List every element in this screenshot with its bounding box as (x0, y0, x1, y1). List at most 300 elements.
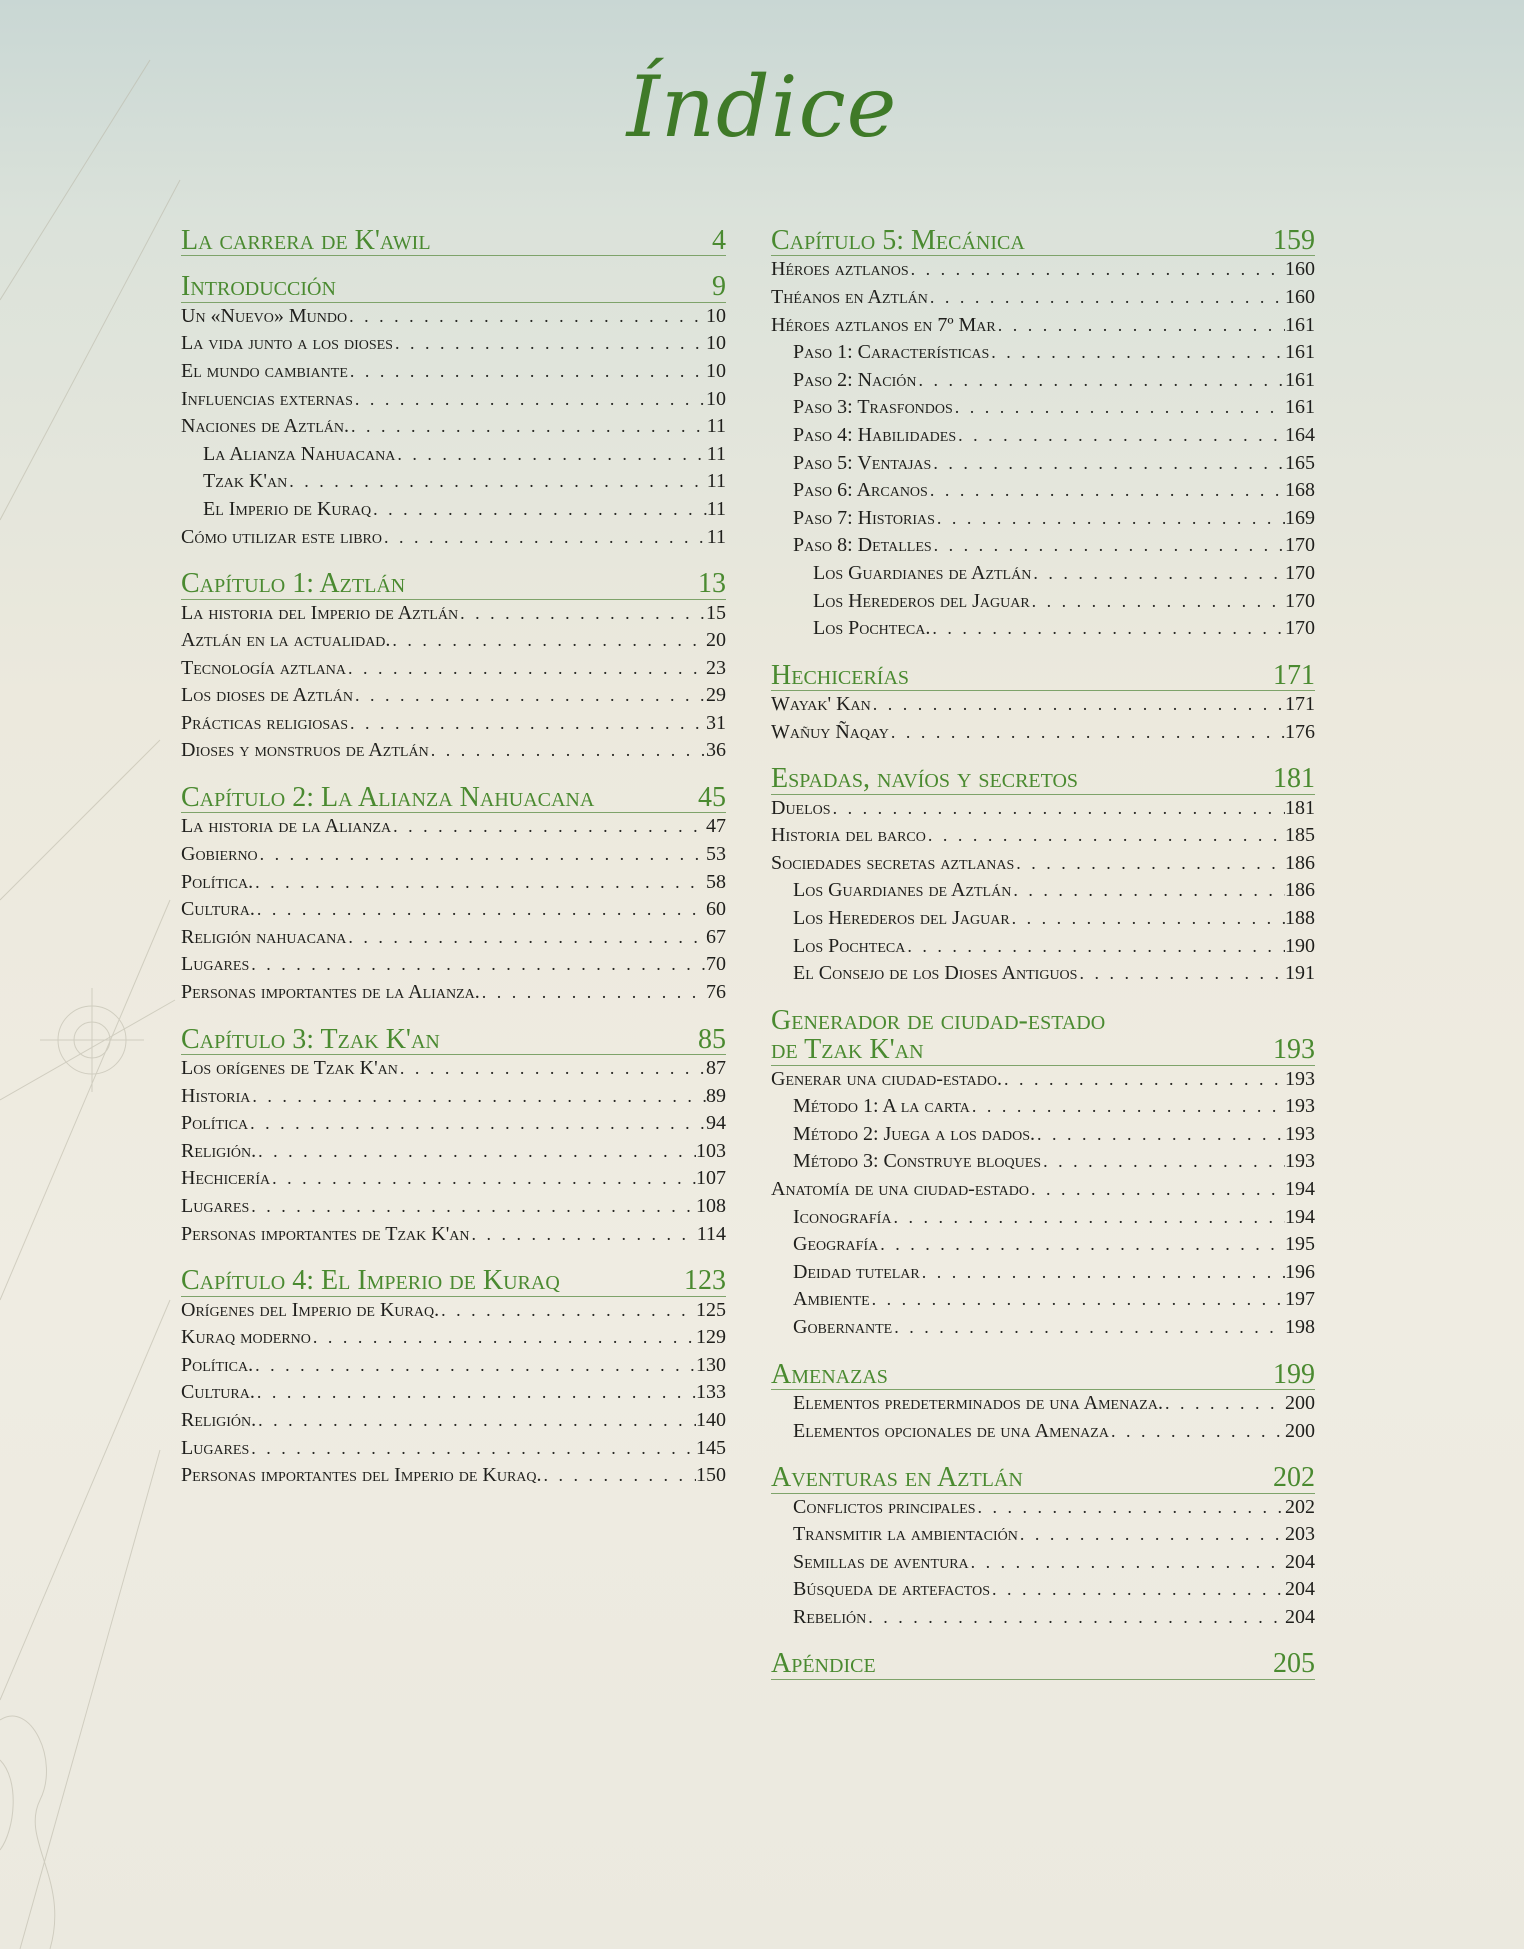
dot-leader (1018, 1524, 1285, 1545)
toc-entry[interactable] (181, 981, 726, 1009)
toc-entry[interactable] (181, 843, 726, 871)
toc-entry[interactable] (181, 415, 726, 443)
entry-label: Los orígenes de Tzak K'an (181, 1057, 398, 1080)
toc-entry[interactable] (771, 617, 1315, 645)
dot-leader (347, 306, 706, 327)
toc-entry[interactable] (771, 1420, 1315, 1448)
entry-page-number: 53 (706, 843, 726, 866)
toc-entry[interactable] (771, 286, 1315, 314)
entry-label: Política. (181, 1353, 254, 1376)
toc-entry[interactable] (771, 1316, 1315, 1344)
section-title: Aventuras en Aztlán (771, 1462, 1023, 1494)
entry-label: Geografía (793, 1233, 879, 1256)
section-heading[interactable] (181, 1025, 726, 1055)
dot-leader (382, 527, 707, 548)
toc-entry[interactable] (181, 470, 726, 498)
entry-page-number: 11 (706, 525, 726, 548)
toc-entry[interactable] (771, 852, 1315, 880)
toc-entry[interactable] (771, 314, 1315, 342)
toc-section (181, 783, 726, 1009)
dot-leader (371, 499, 707, 520)
entry-page-number: 168 (1285, 479, 1315, 502)
entry-page-number: 133 (696, 1381, 726, 1404)
entry-page-number: 186 (1285, 851, 1315, 874)
dot-leader (871, 694, 1285, 715)
dot-leader (255, 899, 706, 920)
entry-label: Anatomía de una ciudad-estado (771, 1177, 1029, 1200)
entry-label: Elementos opcionales de una Amenaza (793, 1419, 1109, 1442)
section-heading[interactable] (771, 226, 1315, 256)
toc-entry[interactable] (181, 498, 726, 526)
entry-page-number: 103 (696, 1139, 726, 1162)
section-title: Amenazas (771, 1358, 888, 1390)
toc-entry[interactable] (771, 479, 1315, 507)
entry-label: Naciones de Aztlán. (181, 415, 349, 438)
entry-page-number: 161 (1285, 368, 1315, 391)
toc-section (771, 661, 1315, 749)
toc-section (181, 1266, 726, 1492)
entry-page-number: 181 (1285, 796, 1315, 819)
toc-entry[interactable] (181, 1409, 726, 1437)
entry-label: Elementos predeterminados de una Amenaza. (793, 1391, 1163, 1414)
entry-page-number: 23 (706, 656, 726, 679)
dot-leader (353, 685, 706, 706)
section-title: Hechicerías (771, 659, 910, 691)
toc-entry[interactable] (181, 1464, 726, 1492)
entry-label: Sociedades secretas aztlanas (771, 851, 1015, 874)
entry-page-number: 193 (1285, 1067, 1315, 1090)
toc-entry[interactable] (181, 526, 726, 554)
entry-label: Héroes aztlanos en 7º Mar (771, 313, 996, 336)
toc-entry[interactable] (771, 693, 1315, 721)
entry-page-number: 70 (706, 953, 726, 976)
toc-entry[interactable] (181, 360, 726, 388)
entry-page-number: 191 (1285, 962, 1315, 985)
toc-entry[interactable] (771, 1261, 1315, 1289)
entry-label: Cultura. (181, 898, 255, 921)
section-heading[interactable] (771, 1463, 1315, 1493)
dot-leader (429, 740, 706, 761)
section-title: Capítulo 2: La Alianza Nahuacana (181, 782, 595, 814)
entry-label: Influencias externas (181, 387, 353, 410)
entry-label: Lugares (181, 1436, 250, 1459)
section-page-number: 9 (712, 271, 726, 303)
entry-page-number: 170 (1285, 589, 1315, 612)
entry-label: Personas importantes de Tzak K'an (181, 1222, 470, 1245)
entry-label: Política. (181, 870, 254, 893)
toc-entry[interactable] (771, 396, 1315, 424)
entry-page-number: 140 (696, 1408, 726, 1431)
dot-leader (976, 1497, 1286, 1518)
section-heading[interactable] (771, 764, 1315, 794)
toc-entry[interactable] (771, 1551, 1315, 1579)
entry-label: Conflictos principales (793, 1495, 976, 1518)
section-title: Capítulo 4: El Imperio de Kuraq (181, 1265, 560, 1297)
toc-entry[interactable] (181, 871, 726, 899)
entry-page-number: 10 (706, 332, 726, 355)
entry-page-number: 204 (1285, 1605, 1315, 1628)
entry-label: Religión nahuacana (181, 925, 347, 948)
entry-page-number: 125 (696, 1298, 726, 1321)
toc-entry[interactable] (181, 657, 726, 685)
toc-entry[interactable] (181, 443, 726, 471)
toc-entry[interactable] (181, 1326, 726, 1354)
dot-leader (891, 1207, 1285, 1228)
dot-leader (348, 713, 706, 734)
entry-label: Orígenes del Imperio de Kuraq. (181, 1298, 440, 1321)
toc-entry[interactable] (181, 1057, 726, 1085)
toc-entry[interactable] (771, 534, 1315, 562)
toc-section (181, 226, 726, 256)
entry-page-number: 87 (706, 1057, 726, 1080)
toc-entry[interactable] (181, 332, 726, 360)
entry-page-number: 60 (706, 898, 726, 921)
entry-label: Wañuy Ñaqay (771, 720, 889, 743)
dot-leader (928, 480, 1285, 501)
section-heading[interactable] (181, 783, 726, 813)
entry-label: La historia del Imperio de Aztlán (181, 601, 459, 624)
dot-leader (953, 397, 1285, 418)
entry-page-number: 58 (706, 870, 726, 893)
entry-page-number: 194 (1285, 1205, 1315, 1228)
toc-entry[interactable] (771, 507, 1315, 535)
entry-label: Paso 7: Historias (793, 506, 935, 529)
entry-page-number: 76 (706, 981, 726, 1004)
entry-page-number: 204 (1285, 1550, 1315, 1573)
entry-page-number: 193 (1285, 1150, 1315, 1173)
toc-section (181, 1025, 726, 1251)
entry-page-number: 36 (706, 739, 726, 762)
section-page-number: 85 (698, 1023, 726, 1055)
toc-entry[interactable] (771, 1233, 1315, 1261)
entry-label: Los Pochteca. (813, 617, 931, 640)
toc-entry[interactable] (771, 797, 1315, 825)
section-heading[interactable] (181, 226, 726, 256)
toc-entry[interactable] (181, 684, 726, 712)
toc-entry[interactable] (181, 1112, 726, 1140)
dot-leader (249, 1438, 696, 1459)
dot-leader (996, 315, 1285, 336)
toc-entry[interactable] (181, 739, 726, 767)
dot-leader (349, 416, 707, 437)
toc-entry[interactable] (181, 602, 726, 630)
toc-entry[interactable] (181, 1437, 726, 1465)
dot-leader (905, 936, 1285, 957)
toc-left-column (181, 226, 726, 1508)
toc-entry[interactable] (771, 824, 1315, 852)
dot-leader (250, 1086, 706, 1107)
toc-section (771, 764, 1315, 990)
entry-label: Historia del barco (771, 824, 926, 847)
toc-entry[interactable] (771, 721, 1315, 749)
entry-page-number: 31 (706, 711, 726, 734)
toc-entry[interactable] (771, 1206, 1315, 1234)
entry-page-number: 164 (1285, 423, 1315, 446)
section-page-number: 202 (1273, 1462, 1315, 1494)
dot-leader (256, 1141, 696, 1162)
entry-page-number: 170 (1285, 617, 1315, 640)
entry-label: Los Guardianes de Aztlán (793, 879, 1012, 902)
dot-leader (253, 872, 706, 893)
section-page-number: 13 (698, 568, 726, 600)
entry-label: Semillas de aventura (793, 1550, 969, 1573)
section-heading[interactable] (771, 1360, 1315, 1390)
entry-page-number: 11 (706, 442, 726, 465)
toc-entry[interactable] (181, 1381, 726, 1409)
section-page-number: 205 (1273, 1648, 1315, 1680)
entry-label: Héroes aztlanos (771, 258, 909, 281)
toc-entry[interactable] (181, 1167, 726, 1195)
toc-entry[interactable] (771, 1178, 1315, 1206)
dot-leader (1109, 1421, 1285, 1442)
entry-page-number: 11 (706, 415, 726, 438)
dot-leader (1029, 1179, 1285, 1200)
entry-label: Cultura. (181, 1381, 255, 1404)
dot-leader (920, 1262, 1285, 1283)
entry-label: Kuraq moderno (181, 1326, 311, 1349)
entry-page-number: 193 (1285, 1122, 1315, 1145)
dot-leader (878, 1234, 1285, 1255)
section-page-number: 159 (1273, 225, 1315, 256)
toc-entry[interactable] (181, 629, 726, 657)
entry-label: Lugares (181, 1194, 250, 1217)
toc-section (771, 1006, 1315, 1344)
entry-label: Paso 4: Habilidades (793, 423, 957, 446)
section-page-number: 4 (712, 225, 726, 256)
entry-page-number: 145 (696, 1436, 726, 1459)
entry-page-number: 204 (1285, 1578, 1315, 1601)
toc-entry[interactable] (181, 305, 726, 333)
section-heading[interactable] (181, 569, 726, 599)
entry-page-number: 160 (1285, 258, 1315, 281)
entry-label: Rebelión (793, 1605, 867, 1628)
entry-page-number: 193 (1285, 1095, 1315, 1118)
dot-leader (990, 1579, 1285, 1600)
toc-entry[interactable] (771, 1123, 1315, 1151)
dot-leader (1011, 880, 1285, 901)
dot-leader (390, 630, 706, 651)
toc-entry[interactable] (181, 953, 726, 981)
entry-page-number: 202 (1285, 1495, 1315, 1518)
toc-section (771, 226, 1315, 645)
entry-label: Gobierno (181, 843, 258, 866)
entry-label: El Imperio de Kuraq (203, 497, 372, 520)
section-heading[interactable] (771, 1006, 1315, 1066)
dot-leader (1030, 591, 1285, 612)
dot-leader (391, 816, 706, 837)
toc-entry[interactable] (771, 258, 1315, 286)
dot-leader (930, 618, 1285, 639)
dot-leader (1002, 1069, 1285, 1090)
toc-entry[interactable] (181, 388, 726, 416)
toc-entry[interactable] (181, 1354, 726, 1382)
entry-page-number: 161 (1285, 313, 1315, 336)
toc-entry[interactable] (181, 1140, 726, 1168)
toc-entry[interactable] (181, 815, 726, 843)
dot-leader (346, 927, 706, 948)
dot-leader (1041, 1151, 1285, 1172)
entry-page-number: 196 (1285, 1260, 1315, 1283)
entry-page-number: 170 (1285, 534, 1315, 557)
entry-label: Personas importantes del Imperio de Kuraq. (181, 1464, 542, 1487)
entry-label: Un «Nuevo» Mundo (181, 304, 348, 327)
section-page-number: 199 (1273, 1358, 1315, 1390)
toc-entry[interactable] (771, 590, 1315, 618)
entry-page-number: 161 (1285, 396, 1315, 419)
entry-page-number: 194 (1285, 1177, 1315, 1200)
entry-label: Los Pochteca (793, 934, 906, 957)
section-heading[interactable] (771, 661, 1315, 691)
entry-page-number: 176 (1285, 720, 1315, 743)
entry-label: Los dioses de Aztlán (181, 684, 353, 707)
dot-leader (542, 1465, 696, 1486)
entry-page-number: 89 (706, 1084, 726, 1107)
dot-leader (395, 444, 706, 465)
entry-page-number: 197 (1285, 1288, 1315, 1311)
dot-leader (470, 1224, 697, 1245)
entry-page-number: 150 (696, 1464, 726, 1487)
toc-entry[interactable] (771, 562, 1315, 590)
entry-label: El mundo cambiante (181, 359, 348, 382)
dot-leader (255, 1382, 696, 1403)
entry-label: Los Herederos del Jaguar (813, 589, 1030, 612)
toc-entry[interactable] (771, 879, 1315, 907)
entry-page-number: 195 (1285, 1233, 1315, 1256)
dot-leader (439, 1300, 696, 1321)
dot-leader (892, 1317, 1285, 1338)
entry-label: Théanos en Aztlán (771, 285, 928, 308)
toc-entry[interactable] (771, 1578, 1315, 1606)
entry-page-number: 171 (1285, 693, 1315, 716)
entry-page-number: 15 (706, 601, 726, 624)
entry-page-number: 108 (696, 1194, 726, 1217)
entry-page-number: 200 (1285, 1391, 1315, 1414)
dot-leader (249, 954, 706, 975)
dot-leader (1031, 563, 1285, 584)
entry-label: Los Guardianes de Aztlán (813, 561, 1032, 584)
dot-leader (889, 722, 1285, 743)
entry-label: Aztlán en la actualidad. (181, 629, 391, 652)
toc-entry[interactable] (771, 1288, 1315, 1316)
dot-leader (956, 425, 1285, 446)
section-page-number: 123 (684, 1265, 726, 1297)
toc-section (181, 272, 726, 553)
dot-leader (346, 658, 706, 679)
dot-leader (1035, 1124, 1285, 1145)
dot-leader (926, 825, 1285, 846)
toc-entry[interactable] (771, 907, 1315, 935)
entry-label: Política (181, 1112, 249, 1135)
toc-entry[interactable] (771, 962, 1315, 990)
dot-leader (393, 333, 706, 354)
entry-label: Paso 2: Nación (793, 368, 917, 391)
section-heading[interactable] (771, 1649, 1315, 1679)
toc-entry[interactable] (771, 935, 1315, 963)
toc-entry[interactable] (771, 369, 1315, 397)
dot-leader (258, 844, 706, 865)
entry-label: Religión. (181, 1408, 257, 1431)
page-title: Índice (626, 58, 898, 156)
toc-entry[interactable] (181, 1195, 726, 1223)
section-heading[interactable] (181, 272, 726, 302)
entry-label: Paso 8: Detalles (793, 534, 932, 557)
entry-page-number: 190 (1285, 934, 1315, 957)
toc-entry[interactable] (771, 1068, 1315, 1096)
toc-entry[interactable] (181, 1299, 726, 1327)
toc-entry[interactable] (771, 452, 1315, 480)
entry-page-number: 161 (1285, 341, 1315, 364)
entry-label: Historia (181, 1084, 251, 1107)
toc-entry[interactable] (771, 1150, 1315, 1178)
toc-entry[interactable] (771, 1392, 1315, 1420)
entry-page-number: 11 (706, 470, 726, 493)
toc-entry[interactable] (771, 1095, 1315, 1123)
toc-entry[interactable] (181, 1085, 726, 1113)
entry-label: Religión. (181, 1139, 257, 1162)
entry-label: El Consejo de los Dioses Antiguos (793, 962, 1078, 985)
toc-entry[interactable] (771, 1496, 1315, 1524)
toc-entry[interactable] (181, 898, 726, 926)
entry-page-number: 198 (1285, 1315, 1315, 1338)
entry-label: La vida junto a los dioses (181, 332, 393, 355)
section-page-number: 181 (1273, 763, 1315, 795)
section-title: Generador de ciudad-estado de Tzak K'an (771, 1004, 1106, 1066)
dot-leader (1014, 853, 1285, 874)
dot-leader (1010, 908, 1285, 929)
entry-label: Paso 3: Trasfondos (793, 396, 953, 419)
entry-label: Los Herederos del Jaguar (793, 907, 1010, 930)
entry-label: Duelos (771, 796, 831, 819)
entry-label: Transmitir la ambientación (793, 1523, 1018, 1546)
toc-entry[interactable] (771, 341, 1315, 369)
section-title: Capítulo 5: Mecánica (771, 225, 1025, 256)
dot-leader (909, 259, 1285, 280)
dot-leader (249, 1196, 696, 1217)
toc-entry[interactable] (771, 424, 1315, 452)
section-title: Espadas, navíos y secretos (771, 763, 1079, 795)
entry-label: Lugares (181, 953, 250, 976)
entry-label: La historia de la Alianza (181, 815, 392, 838)
section-heading[interactable] (181, 1266, 726, 1296)
dot-leader (353, 389, 706, 410)
entry-page-number: 11 (706, 497, 726, 520)
entry-page-number: 160 (1285, 285, 1315, 308)
entry-page-number: 165 (1285, 451, 1315, 474)
entry-page-number: 29 (706, 684, 726, 707)
entry-page-number: 185 (1285, 824, 1315, 847)
entry-label: Prácticas religiosas (181, 711, 349, 734)
toc-entry[interactable] (771, 1606, 1315, 1634)
entry-page-number: 10 (706, 359, 726, 382)
entry-label: Ambiente (793, 1288, 870, 1311)
toc-entry[interactable] (181, 1223, 726, 1251)
section-title: Capítulo 1: Aztlán (181, 568, 406, 600)
entry-page-number: 188 (1285, 907, 1315, 930)
section-title: Introducción (181, 271, 336, 303)
entry-label: Paso 5: Ventajas (793, 451, 932, 474)
section-page-number: 45 (698, 782, 726, 814)
dot-leader (1163, 1393, 1285, 1414)
dot-leader (287, 471, 706, 492)
entry-page-number: 203 (1285, 1523, 1315, 1546)
toc-entry[interactable] (771, 1523, 1315, 1551)
toc-entry[interactable] (181, 712, 726, 740)
entry-page-number: 67 (706, 925, 726, 948)
toc-entry[interactable] (181, 926, 726, 954)
entry-label: Paso 1: Características (793, 341, 990, 364)
dot-leader (480, 982, 706, 1003)
toc-section (771, 1463, 1315, 1633)
